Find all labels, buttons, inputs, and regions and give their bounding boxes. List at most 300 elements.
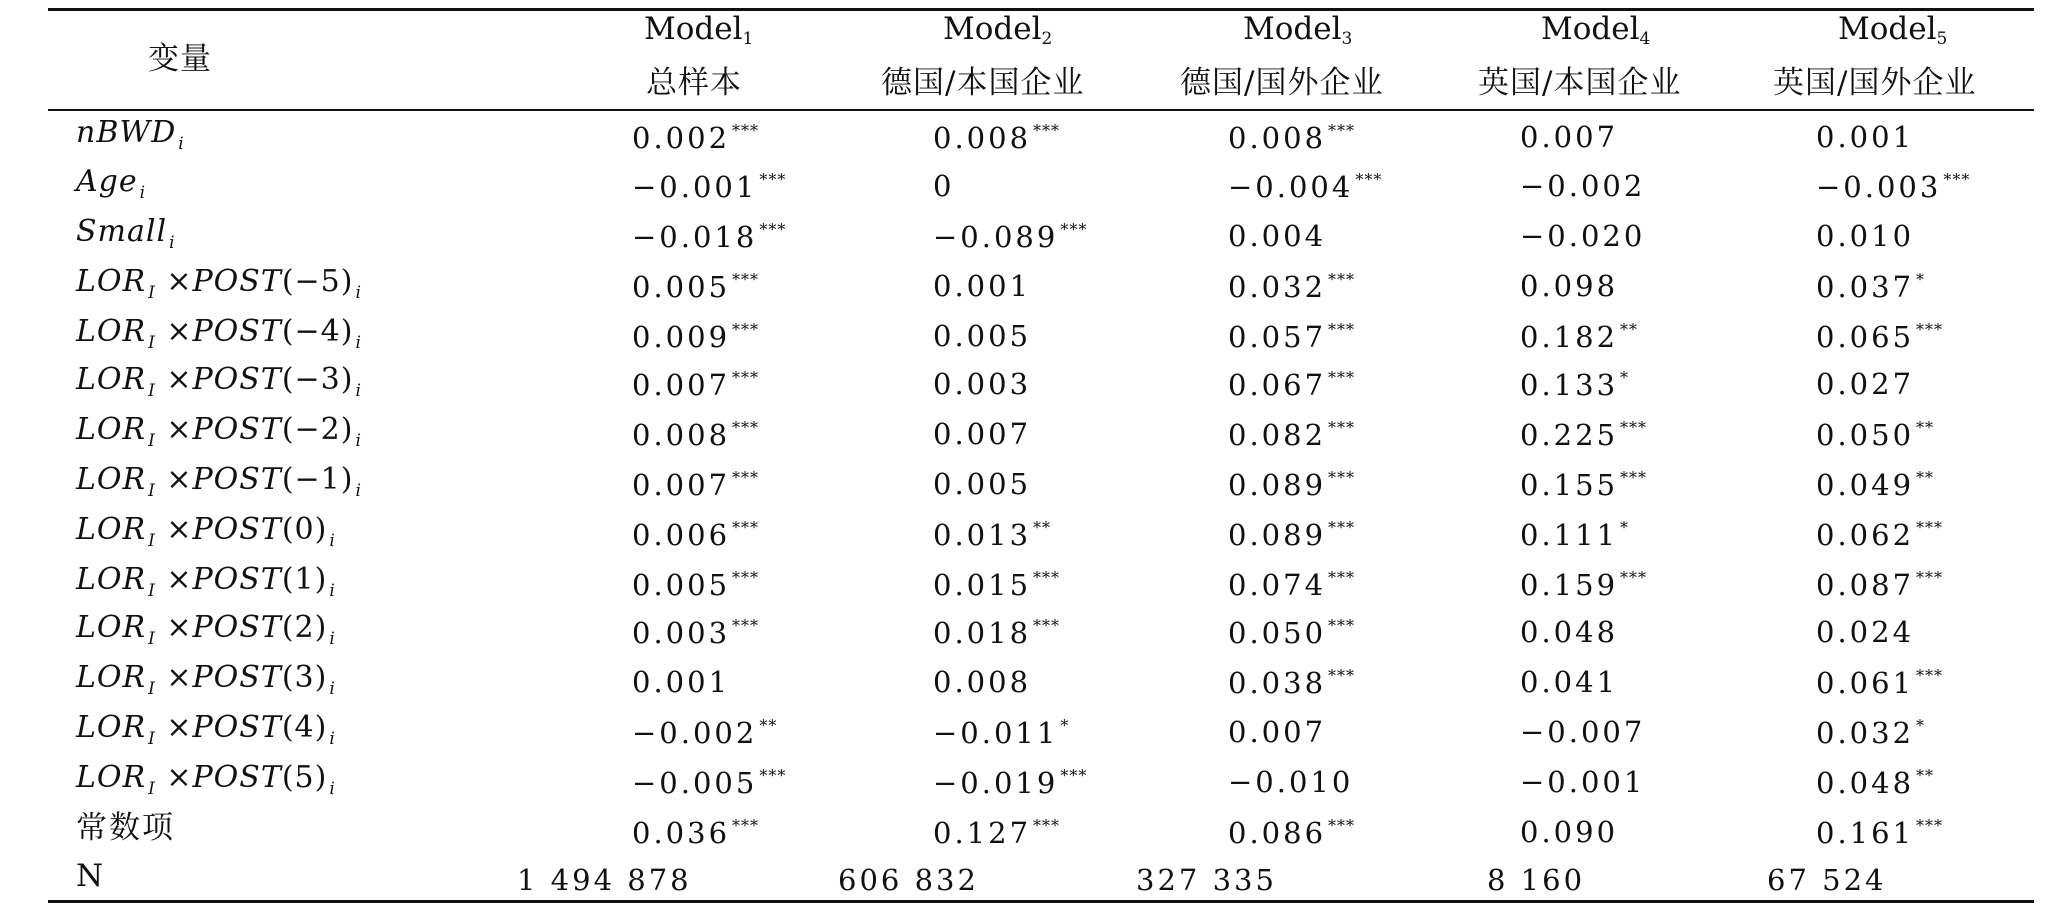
coefficient-cell xyxy=(632,322,759,352)
coefficient-cell xyxy=(1816,367,1915,401)
coefficient-cell xyxy=(1228,370,1355,400)
coefficient-value: 0.089 xyxy=(1228,468,1327,502)
coefficient-cell xyxy=(1767,863,1887,897)
model-name: Model xyxy=(943,11,1042,47)
coefficient-cell xyxy=(1816,470,1934,500)
coefficient-value: 0.004 xyxy=(1228,219,1327,253)
significance-stars: *** xyxy=(732,518,760,537)
significance-stars: *** xyxy=(1943,170,1971,189)
coefficient-cell xyxy=(1520,765,1646,799)
coefficient-value: −0.002 xyxy=(632,716,758,750)
coefficient-cell xyxy=(933,222,1087,252)
coefficient-value: 0.015 xyxy=(933,568,1032,602)
variable-subscript: i xyxy=(139,183,147,203)
coefficient-cell xyxy=(1520,269,1619,303)
coefficient-cell xyxy=(632,718,777,748)
coefficient-cell xyxy=(1520,615,1619,649)
coefficient-cell xyxy=(1816,818,1943,848)
significance-stars: *** xyxy=(1916,816,1944,835)
significance-stars: *** xyxy=(1328,121,1356,140)
significance-stars: *** xyxy=(1916,568,1944,587)
coefficient-value: 0.010 xyxy=(1816,219,1915,253)
coefficient-value: 0.005 xyxy=(933,319,1032,353)
significance-stars: *** xyxy=(1620,418,1648,437)
coefficient-value: −0.019 xyxy=(933,766,1059,800)
significance-stars: *** xyxy=(759,766,787,785)
variable-name: LOR xyxy=(76,562,147,597)
coefficient-value: 0.050 xyxy=(1816,418,1915,452)
coefficient-cell xyxy=(838,863,979,897)
coefficient-value: −0.010 xyxy=(1228,765,1354,799)
coefficient-value: −0.005 xyxy=(632,766,758,800)
significance-stars: *** xyxy=(1328,468,1356,487)
significance-stars: *** xyxy=(1033,121,1061,140)
lag-index: (0) xyxy=(281,512,328,547)
significance-stars: * xyxy=(1916,270,1926,289)
coefficient-value: 0.038 xyxy=(1228,666,1327,700)
significance-stars: * xyxy=(1620,518,1630,537)
variable-subscript: i xyxy=(329,729,336,749)
variable-name: LOR xyxy=(76,412,147,447)
coefficient-cell xyxy=(1228,420,1355,450)
coefficient-value: 0.006 xyxy=(632,518,731,552)
significance-stars: *** xyxy=(1328,518,1356,537)
coefficient-value: 0.041 xyxy=(1520,665,1619,699)
coefficient-cell xyxy=(517,863,692,897)
coefficient-value: −0.001 xyxy=(632,170,758,204)
coefficient-cell xyxy=(1228,715,1327,749)
table-header-rule xyxy=(48,109,2034,111)
coefficient-value: 327 335 xyxy=(1136,863,1277,897)
coefficient-value: 0.086 xyxy=(1228,816,1327,850)
variable-subscript: I xyxy=(148,431,156,451)
model-index: 3 xyxy=(1341,29,1353,49)
variable-subscript: I xyxy=(148,679,156,699)
variable-subscript: I xyxy=(148,779,156,799)
sample-group-header-4: 英国/本国企业 xyxy=(1478,65,1682,101)
significance-stars: *** xyxy=(1060,220,1088,239)
significance-stars: *** xyxy=(1328,418,1356,437)
interaction-term: ×POST xyxy=(155,362,282,397)
coefficient-cell xyxy=(632,123,759,153)
coefficient-cell xyxy=(1816,420,1934,450)
interaction-term: ×POST xyxy=(155,760,282,795)
sample-group-header-2: 德国/本国企业 xyxy=(881,65,1085,101)
coefficient-cell xyxy=(1520,120,1619,154)
coefficient-value: 0.159 xyxy=(1520,568,1619,602)
interaction-term: ×POST xyxy=(155,314,282,349)
significance-stars: *** xyxy=(1328,816,1356,835)
model-index: 1 xyxy=(742,29,754,49)
coefficient-value: 0.008 xyxy=(632,418,731,452)
significance-stars: *** xyxy=(732,368,760,387)
coefficient-cell xyxy=(632,172,786,202)
coefficient-cell xyxy=(1520,169,1646,203)
coefficient-cell xyxy=(1816,615,1915,649)
coefficient-cell xyxy=(1228,570,1355,600)
model-index: 5 xyxy=(1936,29,1948,49)
variable-subscript: i xyxy=(355,481,362,501)
significance-stars: ** xyxy=(1916,766,1935,785)
significance-stars: *** xyxy=(1328,666,1356,685)
significance-stars: ** xyxy=(1033,518,1052,537)
coefficient-cell xyxy=(933,718,1069,748)
coefficient-cell xyxy=(933,768,1087,798)
coefficient-value: 0.098 xyxy=(1520,269,1619,303)
significance-stars: *** xyxy=(1355,170,1383,189)
coefficient-value: −0.020 xyxy=(1520,219,1646,253)
variable-subscript: i xyxy=(329,779,336,799)
variable-subscript: i xyxy=(355,333,362,353)
coefficient-value: 0 xyxy=(933,169,955,203)
coefficient-value: 0.001 xyxy=(632,665,731,699)
row-label xyxy=(76,512,336,551)
sample-group-header-3: 德国/国外企业 xyxy=(1180,65,1384,101)
variable-name: Age xyxy=(76,164,138,199)
variable-subscript: i xyxy=(329,679,336,699)
significance-stars: * xyxy=(1620,368,1630,387)
coefficient-cell xyxy=(632,420,759,450)
significance-stars: *** xyxy=(732,568,760,587)
coefficient-cell xyxy=(1228,322,1355,352)
model-name: Model xyxy=(1541,11,1640,47)
variable-subscript: i xyxy=(355,431,362,451)
coefficient-cell xyxy=(933,269,1032,303)
interaction-term: ×POST xyxy=(155,562,282,597)
significance-stars: *** xyxy=(732,816,760,835)
coefficient-cell xyxy=(632,618,759,648)
coefficient-value: 0.009 xyxy=(632,320,731,354)
coefficient-cell xyxy=(632,665,731,699)
significance-stars: *** xyxy=(1328,568,1356,587)
lag-index: (5) xyxy=(281,760,328,795)
row-label xyxy=(76,660,336,699)
coefficient-value: 0.007 xyxy=(1520,120,1619,154)
coefficient-cell xyxy=(933,169,955,203)
coefficient-value: 0.002 xyxy=(632,121,731,155)
coefficient-value: 0.007 xyxy=(632,468,731,502)
lag-index: (−3) xyxy=(281,362,354,397)
significance-stars: *** xyxy=(1033,616,1061,635)
coefficient-value: 0.027 xyxy=(1816,367,1915,401)
interaction-term: ×POST xyxy=(155,412,282,447)
coefficient-value: 0.001 xyxy=(933,269,1032,303)
coefficient-value: −0.004 xyxy=(1228,170,1354,204)
coefficient-value: 0.005 xyxy=(632,270,731,304)
coefficient-value: 0.048 xyxy=(1520,615,1619,649)
coefficient-value: 0.182 xyxy=(1520,320,1619,354)
model-header-1 xyxy=(644,11,754,49)
coefficient-value: 0.007 xyxy=(933,417,1032,451)
coefficient-value: 606 832 xyxy=(838,863,979,897)
lag-index: (−4) xyxy=(281,314,354,349)
coefficient-cell xyxy=(1816,322,1943,352)
model-header-3 xyxy=(1243,11,1353,49)
model-header-4 xyxy=(1541,11,1651,49)
coefficient-value: 0.082 xyxy=(1228,418,1327,452)
coefficient-cell xyxy=(1228,272,1355,302)
variable-subscript: I xyxy=(148,333,156,353)
variable-name: LOR xyxy=(76,264,147,299)
model-header-5 xyxy=(1838,11,1948,49)
model-index: 2 xyxy=(1041,29,1053,49)
significance-stars: *** xyxy=(1328,320,1356,339)
coefficient-value: 0.036 xyxy=(632,816,731,850)
significance-stars: *** xyxy=(1916,518,1944,537)
coefficient-value: 0.225 xyxy=(1520,418,1619,452)
significance-stars: ** xyxy=(759,716,778,735)
coefficient-value: 0.048 xyxy=(1816,766,1915,800)
coefficient-cell xyxy=(1520,420,1647,450)
coefficient-value: 0.161 xyxy=(1816,816,1915,850)
coefficient-cell xyxy=(933,367,1032,401)
coefficient-cell xyxy=(933,520,1051,550)
variable-subscript: I xyxy=(148,283,156,303)
variable-subscript: I xyxy=(148,581,156,601)
lag-index: (−1) xyxy=(281,462,354,497)
coefficient-cell xyxy=(632,818,759,848)
coefficient-cell xyxy=(1228,618,1355,648)
row-label: N xyxy=(76,858,106,894)
row-label: 常数项 xyxy=(76,810,175,846)
coefficient-value: 0.024 xyxy=(1816,615,1915,649)
coefficient-value: 0.037 xyxy=(1816,270,1915,304)
coefficient-cell xyxy=(1816,570,1943,600)
coefficient-value: 0.007 xyxy=(632,368,731,402)
lag-index: (−2) xyxy=(281,412,354,447)
coefficient-cell xyxy=(1520,715,1646,749)
significance-stars: * xyxy=(1916,716,1926,735)
variable-subscript: I xyxy=(148,629,156,649)
coefficient-cell xyxy=(1816,219,1915,253)
coefficient-value: −0.011 xyxy=(933,716,1059,750)
model-name: Model xyxy=(1243,11,1342,47)
coefficient-value: −0.007 xyxy=(1520,715,1646,749)
coefficient-cell xyxy=(1520,570,1647,600)
variable-subscript: I xyxy=(148,729,156,749)
coefficient-cell xyxy=(1228,818,1355,848)
variable-subscript: i xyxy=(355,283,362,303)
coefficient-value: −0.089 xyxy=(933,220,1059,254)
significance-stars: ** xyxy=(1620,320,1639,339)
row-label xyxy=(76,264,362,303)
coefficient-value: 0.061 xyxy=(1816,666,1915,700)
row-label xyxy=(76,462,362,501)
coefficient-cell xyxy=(1520,815,1619,849)
coefficient-value: −0.001 xyxy=(1520,765,1646,799)
coefficient-cell xyxy=(933,570,1060,600)
significance-stars: ** xyxy=(1916,418,1935,437)
coefficient-cell xyxy=(632,470,759,500)
coefficient-value: 0.062 xyxy=(1816,518,1915,552)
significance-stars: *** xyxy=(732,616,760,635)
coefficient-cell xyxy=(1228,470,1355,500)
coefficient-value: −0.002 xyxy=(1520,169,1646,203)
coefficient-value: 67 524 xyxy=(1767,863,1887,897)
variable-name: LOR xyxy=(76,760,147,795)
variable-name: nBWD xyxy=(76,115,177,150)
variable-subscript: i xyxy=(329,629,336,649)
coefficient-cell xyxy=(632,272,759,302)
coefficient-value: 0.013 xyxy=(933,518,1032,552)
significance-stars: *** xyxy=(1033,816,1061,835)
variable-name: LOR xyxy=(76,512,147,547)
row-label xyxy=(76,760,336,799)
coefficient-cell xyxy=(1228,668,1355,698)
coefficient-cell xyxy=(933,618,1060,648)
significance-stars: * xyxy=(1060,716,1070,735)
coefficient-value: 0.003 xyxy=(632,616,731,650)
model-name: Model xyxy=(1838,11,1937,47)
coefficient-value: 1 494 878 xyxy=(517,863,692,897)
coefficient-cell xyxy=(1816,120,1915,154)
significance-stars: *** xyxy=(732,320,760,339)
coefficient-cell xyxy=(632,520,759,550)
coefficient-cell xyxy=(1228,765,1354,799)
coefficient-value: 0.127 xyxy=(933,816,1032,850)
coefficient-cell xyxy=(632,222,786,252)
coefficient-value: 0.089 xyxy=(1228,518,1327,552)
significance-stars: ** xyxy=(1916,468,1935,487)
model-index: 4 xyxy=(1639,29,1651,49)
coefficient-value: −0.018 xyxy=(632,220,758,254)
coefficient-cell xyxy=(933,665,1032,699)
coefficient-cell xyxy=(933,123,1060,153)
lag-index: (3) xyxy=(281,660,328,695)
variable-name: LOR xyxy=(76,710,147,745)
coefficient-value: 0.067 xyxy=(1228,368,1327,402)
coefficient-cell xyxy=(1520,322,1638,352)
variable-subscript: i xyxy=(329,531,336,551)
coefficient-cell xyxy=(1520,665,1619,699)
sample-group-header-1: 总样本 xyxy=(646,65,742,101)
significance-stars: *** xyxy=(732,468,760,487)
interaction-term: ×POST xyxy=(155,512,282,547)
lag-index: (1) xyxy=(281,562,328,597)
significance-stars: *** xyxy=(1916,320,1944,339)
significance-stars: *** xyxy=(1328,368,1356,387)
row-label xyxy=(76,214,176,253)
row-label xyxy=(76,412,362,451)
coefficient-cell xyxy=(1228,123,1355,153)
lag-index: (−5) xyxy=(281,264,354,299)
variable-column-header: 变量 xyxy=(148,41,212,77)
coefficient-value: 0.001 xyxy=(1816,120,1915,154)
significance-stars: *** xyxy=(1620,468,1648,487)
coefficient-value: 0.050 xyxy=(1228,616,1327,650)
row-label xyxy=(76,362,362,401)
lag-index: (2) xyxy=(281,610,328,645)
coefficient-cell xyxy=(933,417,1032,451)
coefficient-value: 0.065 xyxy=(1816,320,1915,354)
coefficient-cell xyxy=(1816,272,1925,302)
significance-stars: *** xyxy=(1620,568,1648,587)
coefficient-cell xyxy=(1816,668,1943,698)
coefficient-cell xyxy=(1228,520,1355,550)
interaction-term: ×POST xyxy=(155,610,282,645)
coefficient-cell xyxy=(1520,520,1629,550)
row-label xyxy=(76,115,185,154)
coefficient-value: 0.133 xyxy=(1520,368,1619,402)
variable-subscript: I xyxy=(148,531,156,551)
variable-name: Small xyxy=(76,214,168,249)
coefficient-cell xyxy=(632,570,759,600)
model-header-2 xyxy=(943,11,1053,49)
variable-subscript: i xyxy=(355,381,362,401)
significance-stars: *** xyxy=(732,121,760,140)
coefficient-value: 0.003 xyxy=(933,367,1032,401)
variable-subscript: i xyxy=(169,233,176,253)
coefficient-cell xyxy=(1816,172,1970,202)
coefficient-value: 0.032 xyxy=(1228,270,1327,304)
coefficient-value: −0.003 xyxy=(1816,170,1942,204)
coefficient-cell xyxy=(1816,718,1925,748)
variable-subscript: i xyxy=(329,581,336,601)
significance-stars: *** xyxy=(1916,666,1944,685)
variable-name: LOR xyxy=(76,362,147,397)
coefficient-cell xyxy=(632,768,786,798)
significance-stars: *** xyxy=(1033,568,1061,587)
variable-name: LOR xyxy=(76,660,147,695)
coefficient-value: 0.049 xyxy=(1816,468,1915,502)
coefficient-value: 8 160 xyxy=(1487,863,1586,897)
significance-stars: *** xyxy=(759,170,787,189)
row-label xyxy=(76,610,336,649)
coefficient-cell xyxy=(1520,219,1646,253)
coefficient-cell xyxy=(1228,172,1382,202)
significance-stars: *** xyxy=(732,418,760,437)
variable-subscript: I xyxy=(148,381,156,401)
coefficient-value: 0.155 xyxy=(1520,468,1619,502)
coefficient-value: 0.111 xyxy=(1520,518,1619,552)
coefficient-cell xyxy=(1520,370,1629,400)
coefficient-cell xyxy=(933,818,1060,848)
significance-stars: *** xyxy=(1328,616,1356,635)
coefficient-value: 0.008 xyxy=(933,121,1032,155)
coefficient-value: 0.090 xyxy=(1520,815,1619,849)
table-bottom-rule xyxy=(48,900,2034,903)
coefficient-value: 0.005 xyxy=(933,467,1032,501)
coefficient-value: 0.032 xyxy=(1816,716,1915,750)
coefficient-cell xyxy=(933,467,1032,501)
coefficient-cell xyxy=(632,370,759,400)
significance-stars: *** xyxy=(732,270,760,289)
coefficient-cell xyxy=(1136,863,1277,897)
coefficient-value: 0.007 xyxy=(1228,715,1327,749)
lag-index: (4) xyxy=(281,710,328,745)
coefficient-cell xyxy=(1816,520,1943,550)
coefficient-cell xyxy=(1816,768,1934,798)
coefficient-cell xyxy=(1228,219,1327,253)
coefficient-value: 0.008 xyxy=(933,665,1032,699)
coefficient-value: 0.008 xyxy=(1228,121,1327,155)
significance-stars: *** xyxy=(1060,766,1088,785)
interaction-term: ×POST xyxy=(155,710,282,745)
variable-name: LOR xyxy=(76,462,147,497)
row-label xyxy=(76,314,362,353)
coefficient-cell xyxy=(1487,863,1586,897)
interaction-term: ×POST xyxy=(155,264,282,299)
variable-name: LOR xyxy=(76,610,147,645)
significance-stars: *** xyxy=(759,220,787,239)
variable-subscript: I xyxy=(148,481,156,501)
coefficient-value: 0.074 xyxy=(1228,568,1327,602)
coefficient-value: 0.087 xyxy=(1816,568,1915,602)
coefficient-value: 0.005 xyxy=(632,568,731,602)
row-label xyxy=(76,710,336,749)
coefficient-value: 0.018 xyxy=(933,616,1032,650)
interaction-term: ×POST xyxy=(155,660,282,695)
